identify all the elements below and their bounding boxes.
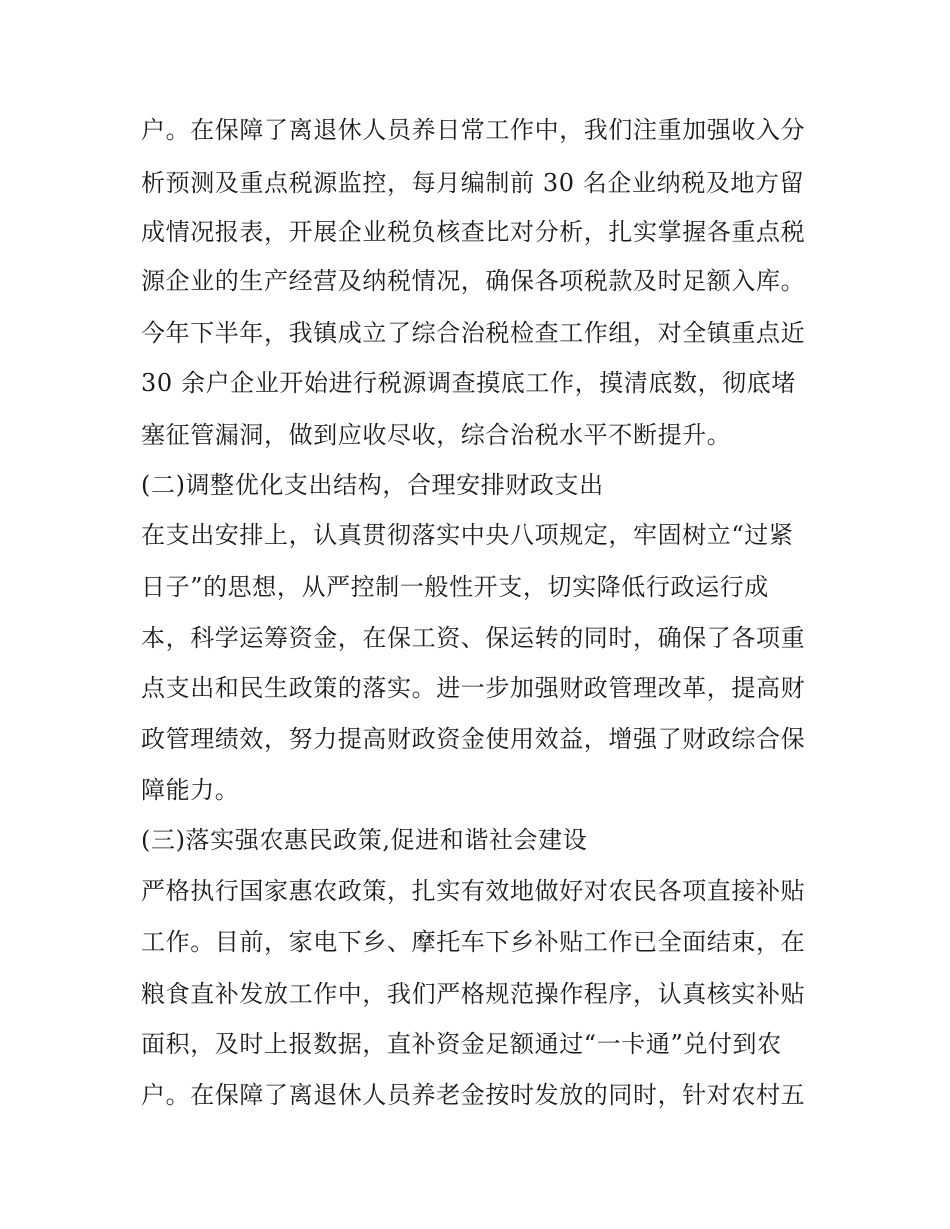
text-line: 析预测及重点税源监控，每月编制前 30 名企业纳税及地方留	[141, 169, 805, 197]
text-line: 点支出和民生政策的落实。进一步加强财政管理改革，提高财	[141, 674, 806, 702]
text-line: 本，科学运筹资金，在保工资、保运转的同时，确保了各项重	[141, 624, 806, 652]
text-line: 成情况报表，开展企业税负核查比对分析，扎实掌握各重点税	[141, 218, 806, 246]
text-line: 今年下半年，我镇成立了综合治税检查工作组，对全镇重点近	[141, 319, 806, 347]
text-line: 障能力。	[141, 776, 240, 804]
text-line: 政管理绩效，努力提高财政资金使用效益，增强了财政综合保	[141, 725, 806, 753]
text-line: 源企业的生产经营及纳税情况，确保各项税款及时足额入库。	[141, 267, 806, 295]
text-line: 工作。目前，家电下乡、摩托车下乡补贴工作已全面结束，在	[141, 928, 806, 956]
section-heading: (三)落实强农惠民政策,促进和谐社会建设	[141, 826, 588, 854]
text-line: 粮食直补发放工作中，我们严格规范操作程序，认真核实补贴	[141, 980, 806, 1008]
text-line: 严格执行国家惠农政策，扎实有效地做好对农民各项直接补贴	[141, 877, 806, 905]
text-line: 塞征管漏洞，做到应收尽收，综合治税水平不断提升。	[141, 421, 732, 449]
text-line: 户。在保障了离退休人员养老金按时发放的同时，针对农村五	[141, 1081, 806, 1109]
text-line: 面积，及时上报数据，直补资金足额通过“一卡通”兑付到农	[141, 1030, 782, 1058]
section-heading: (二)调整优化支出结构，合理安排财政支出	[141, 471, 604, 499]
text-line: 30 余户企业开始进行税源调查摸底工作，摸清底数，彻底堵	[141, 369, 796, 397]
text-line: 户。在保障了离退休人员养日常工作中，我们注重加强收入分	[141, 116, 806, 144]
text-line: 在支出安排上，认真贯彻落实中央八项规定，牢固树立“过紧	[141, 521, 794, 549]
text-line: 日子”的思想，从严控制一般性开支，切实降低行政运行成	[141, 573, 769, 601]
